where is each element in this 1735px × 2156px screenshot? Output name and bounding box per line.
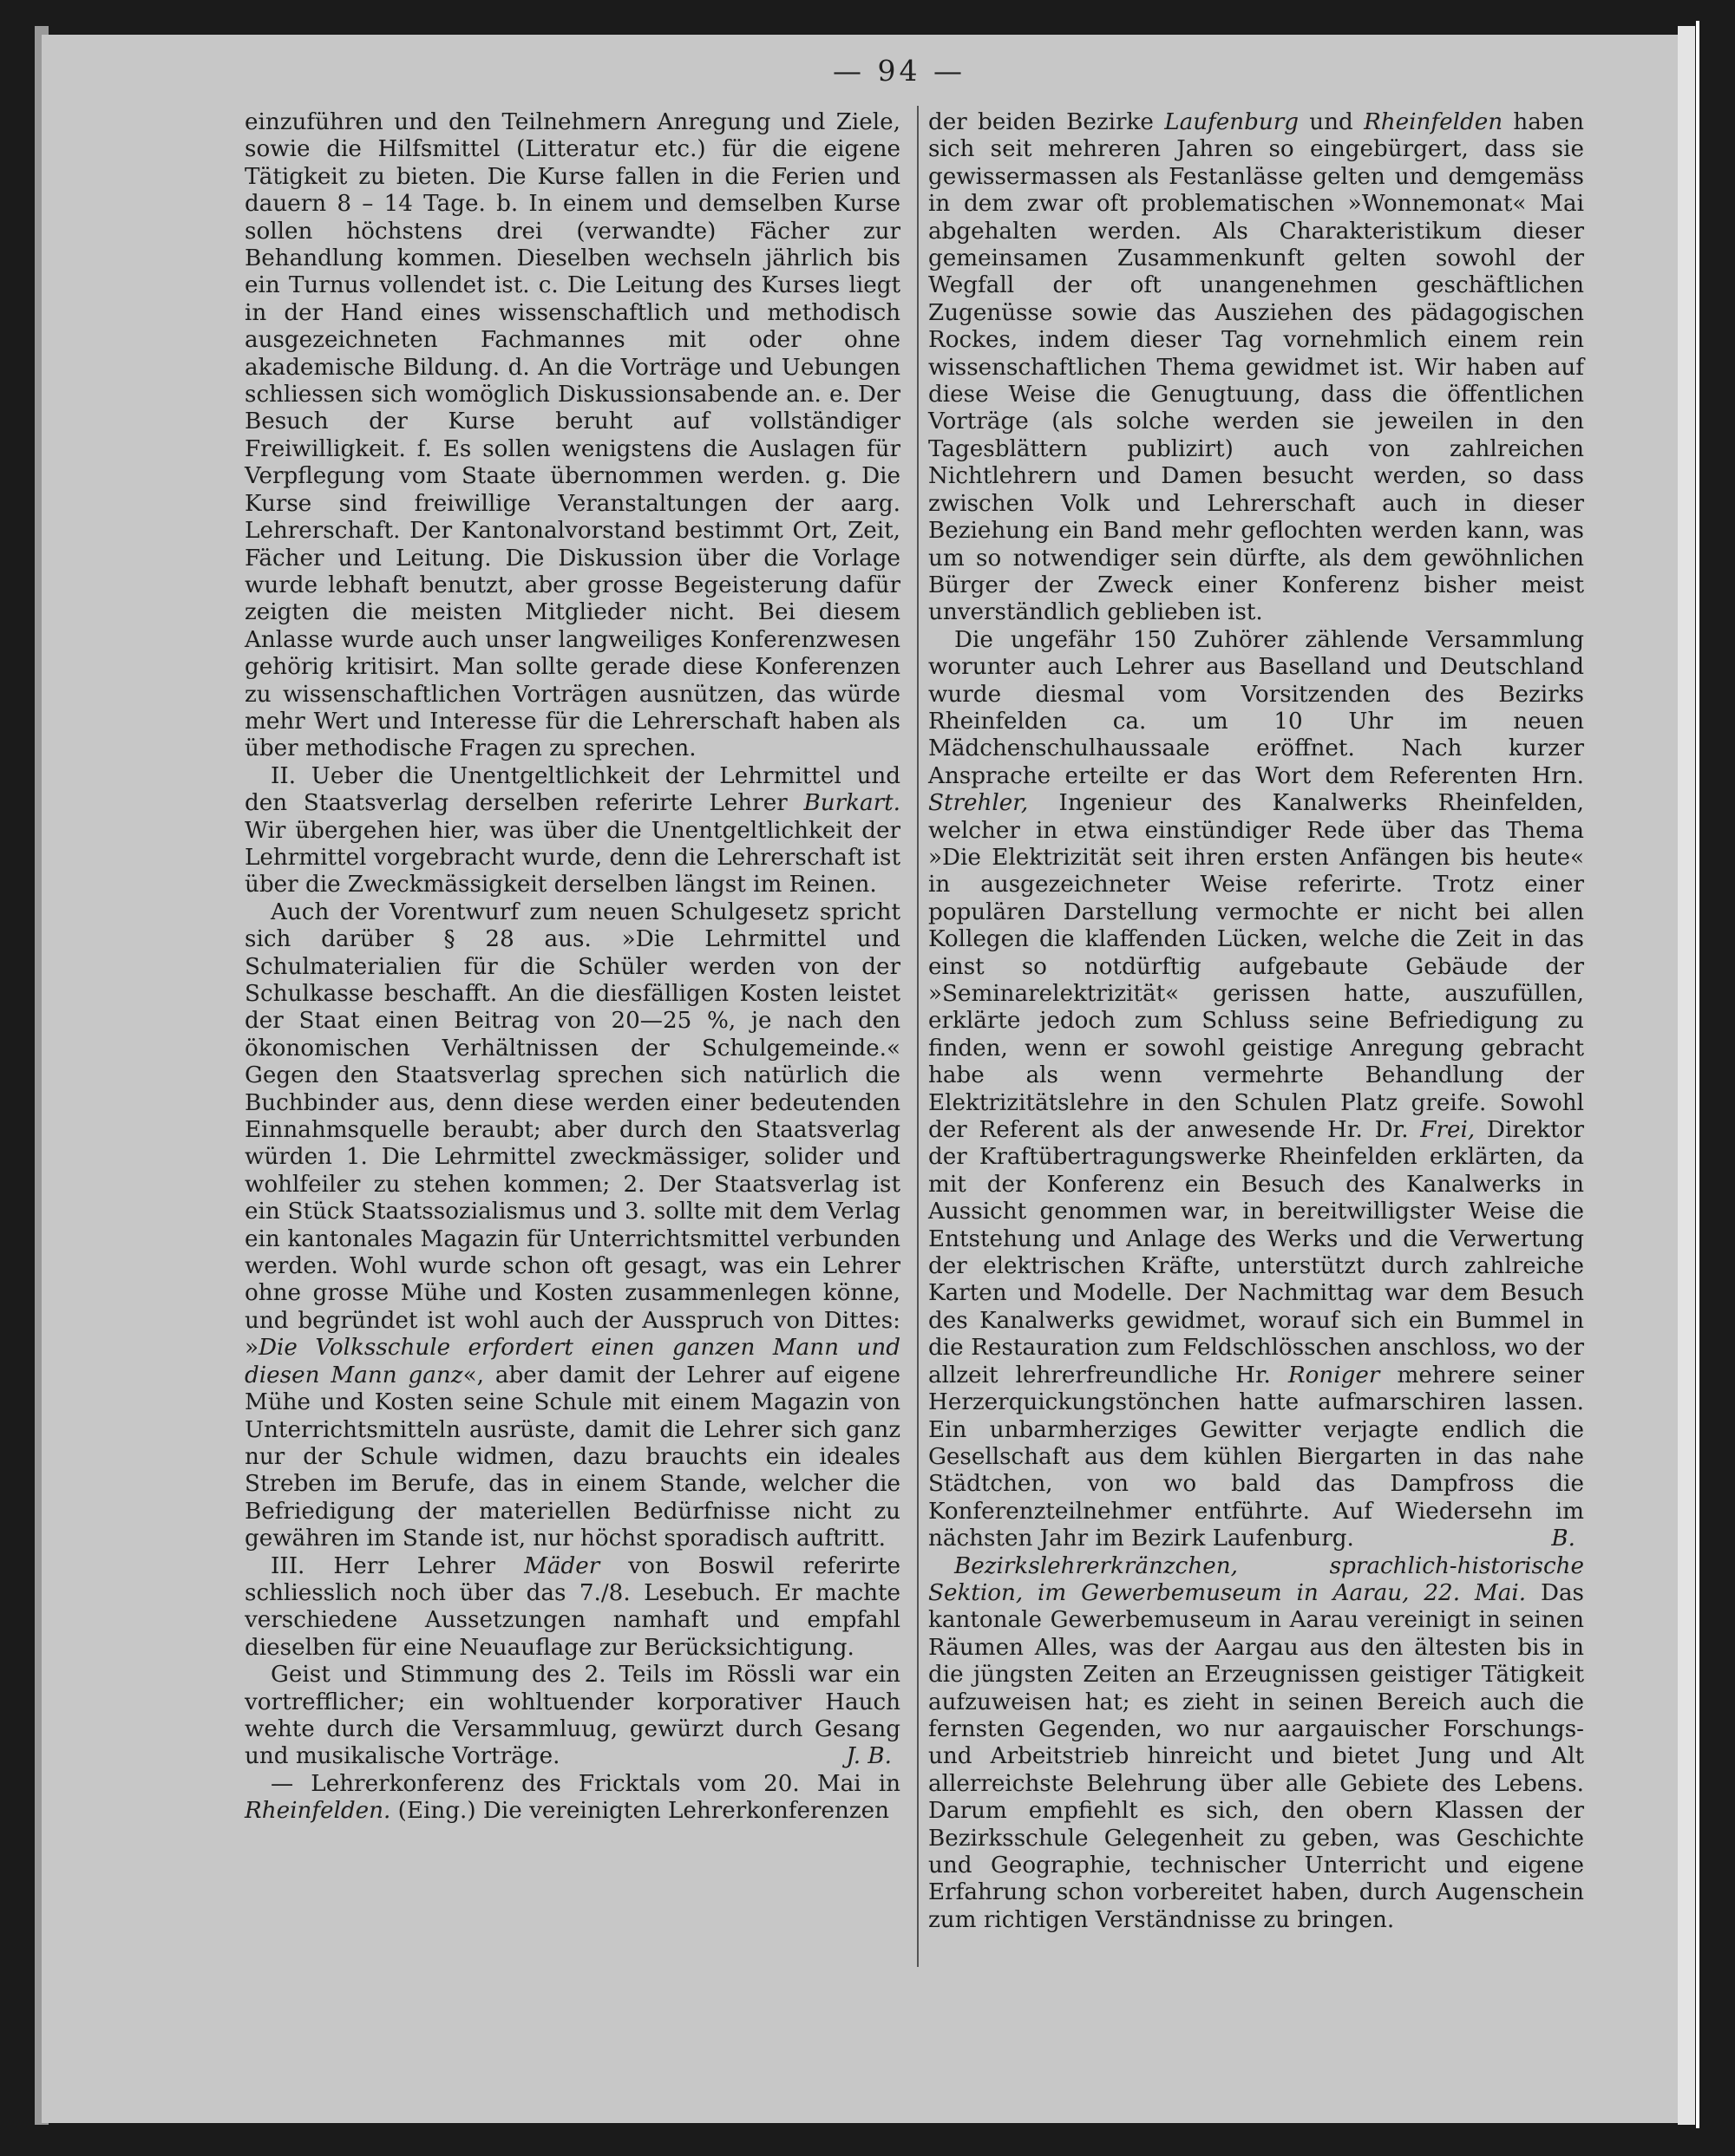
- italic-name: Frei,: [1420, 1117, 1476, 1144]
- text-run: III. Herr Lehrer: [271, 1552, 525, 1579]
- text-run: Ingenieur des Kanalwerks Rheinfelden, welcher in etwa einstündiger Rede über das Thema »Die Elektrizität seit ihren ersten Anfängen bis heute« in ausgezeichneter Weise referirte. Trotz einer populären Darstellung vermochte er nicht bei allen Kollegen die klaffenden Lücken, welche die Zeit in das einst so notdürftig aufgebaute Gebäude der »Seminarelektrizität« gerissen hatte, auszufüllen, erklärte jedoch zum Schluss seine Befriedigung zu finden, wenn er sowohl geistige Anregung gebracht habe als wenn vermehrte Behandlung der Elektrizitätslehre in den Schulen Platz greife. Sowohl der Referent als der anwesende Hr. Dr.: [928, 790, 1584, 1144]
- italic-heading: Bezirkslehrerkränzchen, sprachlich-historische Sektion, im Gewerbemuseum in Aarau, 22. Mai.: [928, 1552, 1584, 1606]
- text-run: Direktor der Kraftübertragungswerke Rheinfelden erklärten, da mit der Konferenz ein Besuch des Kanalwerks in Aussicht genommen war, in bereitwilligster Weise die Entstehung und Anlage des Werks und die Verwertung der elektrischen Kräfte, unterstützt durch zahlreiche Karten und Modelle. Der Nachmittag war dem Besuch des Kanalwerks gewidmet, worauf sich ein Bummel in die Restauration zum Feldschlösschen anschloss, wo der allzeit lehrerfreundliche Hr.: [928, 1117, 1584, 1388]
- left-column: [245, 109, 900, 1826]
- column-divider: [917, 106, 919, 1967]
- italic-name: Strehler,: [928, 790, 1029, 817]
- paragraph: [245, 763, 900, 899]
- signature-initials: B.: [1551, 1526, 1575, 1552]
- paragraph: [928, 627, 1584, 1553]
- signature-initials: J. B.: [846, 1743, 892, 1770]
- text-run: von Boswil referirte schliesslich noch über das 7./8. Lesebuch. Er machte verschiedene Aussetzungen namhaft und empfahl dieselben für eine Neuauflage zur Berücksichtigung.: [245, 1552, 900, 1661]
- italic-place: Rheinfelden.: [245, 1798, 391, 1825]
- text-run: und: [1299, 109, 1365, 135]
- italic-place: Rheinfelden: [1364, 109, 1503, 135]
- text-run: Geist und Stimmung des 2. Teils im Rössli war ein vortrefflicher; ein wohltuender korporativer Hauch wehte durch die Versammluug, gewürzt durch Gesang und musikalische Vorträge.: [245, 1662, 900, 1770]
- text-run: Auch der Vorentwurf zum neuen Schulgesetz spricht sich darüber § 28 aus. »Die Lehrmittel und Schulmaterialien für die Schüler werden von der Schulkasse beschafft. An die diesfälligen Kosten leistet der Staat einen Beitrag von 20—25 %, je nach den ökonomischen Verhältnissen der Schulgemeinde.« Gegen den Staatsverlag sprechen sich natürlich die Buchbinder aus, denn diese werden einer bedeutenden Einnahmsquelle beraubt; aber durch den Staatsverlag würden 1. Die Lehrmittel zweckmässiger, solider und wohlfeiler zu stehen kommen; 2. Der Staatsverlag ist ein Stück Staatssozialismus und 3. sollte mit dem Verlag ein kantonales Magazin für Unterrichtsmittel verbunden werden. Wohl wurde schon oft gesagt, was ein Lehrer ohne grosse Mühe und Kosten zusammenlegen könne, und begründet ist wohl auch der Ausspruch von Dittes: »: [245, 898, 900, 1362]
- text-run: der beiden Bezirke: [928, 109, 1165, 135]
- text-run: Wir übergehen hier, was über die Unentgeltlichkeit der Lehrmittel vorgebracht wurde, denn die Lehrerschaft ist über die Zweckmässigkeit derselben längst im Reinen.: [245, 817, 900, 898]
- italic-quote: Die Volksschule erfordert einen ganzen Mann und diesen Mann ganz: [245, 1335, 900, 1388]
- text-run: mehrere seiner Herzerquickungstönchen hatte aufmarschiren lassen. Ein unbarmherziges Gewitter verjagte endlich die Gesellschaft aus dem kühlen Biergarten in das nahe Städtchen, von wo bald das Dampfross die Konferenzteilnehmer entführte. Auf Wiedersehn im nächsten Jahr im Bezirk Laufenburg.: [928, 1362, 1585, 1552]
- text-run: (Eing.) Die vereinigten Lehrerkonferenzen: [390, 1798, 889, 1825]
- right-column: [928, 109, 1584, 1934]
- paragraph: [245, 899, 900, 1553]
- paragraph: [928, 1553, 1584, 1935]
- page-right-edge-highlight: [1696, 21, 1699, 2128]
- italic-name: Roniger: [1287, 1362, 1380, 1388]
- text-run: Die ungefähr 150 Zuhörer zählende Versammlung worunter auch Lehrer aus Baselland und Deutschland wurde diesmal vom Vorsitzenden des Bezirks Rheinfelden ca. um 10 Uhr im neuen Mädchenschulhaussaale eröffnet. Nach kurzer Ansprache erteilte er das Wort dem Referenten Hrn.: [928, 626, 1584, 789]
- text-run: II. Ueber die Unentgeltlichkeit der Lehrmittel und den Staatsverlag derselben referirte Lehrer: [245, 762, 900, 817]
- text-run: — Lehrerkonferenz des Fricktals vom 20. Mai in: [271, 1770, 900, 1797]
- text-run: Das kantonale Gewerbemuseum in Aarau vereinigt in seinen Räumen Alles, was der Aargau aus den ältesten bis in die jüngsten Zeiten an Erzeugnissen geistiger Tätigkeit aufzuweisen hat; es zieht in seinen Bereich auch die fernsten Gegenden, wo nur aargauischer Forschungs- und Arbeitstrieb hinreicht und bietet Jung und Alt allerreichste Belehrung über alle Gebiete des Lebens. Darum empfiehlt es sich, den obern Klassen der Bezirksschule Gelegenheit zu geben, was Geschichte und Geographie, technischer Unterricht und eigene Erfahrung schon vorbereitet haben, durch Augenschein zum richtigen Verständnisse zu bringen.: [928, 1579, 1584, 1933]
- paragraph: [245, 1553, 900, 1663]
- text-run: haben sich seit mehreren Jahren so eingebürgert, dass sie gewissermassen als Festanlässe gelten und demgemäss in dem zwar oft problematischen »Wonnemonat« Mai abgehalten werden. Als Charakteristikum dieser gemeinsamen Zusammenkunft gelten sowohl der Wegfall der oft unangenehmen geschäftlichen Zugenüsse sowie das Ausziehen des pädagogischen Rockes, indem dieser Tag vornehmlich einem rein wissenschaftlichen Thema gewidmet ist. Wir haben auf diese Weise die Genugtuung, dass die öffentlichen Vorträge (als solche werden sie jeweilen in den Tagesblättern publizirt) auch von zahlreichen Nichtlehrern und Damen besucht werden, so dass zwischen Volk und Lehrerschaft auch in dieser Beziehung ein Band mehr geflochten werden kann, was um so notwendiger sein dürfte, als dem gewöhnlichen Bürger der Zweck einer Konferenz bisher meist unverständlich geblieben ist.: [928, 109, 1584, 626]
- paragraph: [245, 1662, 900, 1771]
- italic-place: Laufenburg: [1164, 109, 1300, 135]
- paragraph: [928, 109, 1584, 627]
- page-right-edge: [1678, 26, 1695, 2125]
- page-number: — 94 —: [833, 54, 966, 88]
- text-run: «, aber damit der Lehrer auf eigene Mühe und Kosten seine Schule mit einem Magazin von Unterrichtsmitteln ausrüste, damit die Lehrer sich ganz nur der Schule widmen, dazu brauchts ein ideales Streben im Berufe, das in einem Stande, welcher die Befriedigung der materiellen Bedürfnisse nicht zu gewähren im Stande ist, nur höchst sporadisch auftritt.: [245, 1362, 901, 1552]
- paragraph: [245, 1771, 900, 1826]
- paragraph: einzuführen und den Teilnehmern Anregung und Ziele, sowie die Hilfsmittel (Litteratur etc.) für die eigene Tätigkeit zu bieten. Die Kurse fallen in die Ferien und dauern 8 – 14 Tage. b. In einem und demselben Kurse sollen höchstens drei (verwandte) Fächer zur Behandlung kommen. Dieselben wechseln jährlich bis ein Turnus vollendet ist. c. Die Leitung des Kurses liegt in der Hand eines wissenschaftlich und methodisch ausgezeichneten Fachmannes mit oder ohne akademische Bildung. d. An die Vorträge und Uebungen schliessen sich womöglich Diskussionsabende an. e. Der Besuch der Kurse beruht auf vollständiger Freiwilligkeit. f. Es sollen wenigstens die Auslagen für Verpflegung vom Staate übernommen werden. g. Die Kurse sind freiwillige Veranstaltungen der aarg. Lehrerschaft. Der Kantonalvorstand bestimmt Ort, Zeit, Fächer und Leitung. Die Diskussion über die Vorlage wurde lebhaft benutzt, aber grosse Begeisterung dafür zeigten die meisten Mitglieder nicht. Bei diesem Anlasse wurde auch unser langweiliges Konferenzwesen gehörig kritisirt. Man sollte gerade diese Konferenzen zu wissenschaftlichen Vorträgen ausnützen, das würde mehr Wert und Interesse für die Lehrerschaft haben als über methodische Fragen zu sprechen.: [245, 109, 900, 762]
- italic-name: Burkart.: [803, 790, 900, 817]
- italic-name: Mäder: [524, 1552, 600, 1579]
